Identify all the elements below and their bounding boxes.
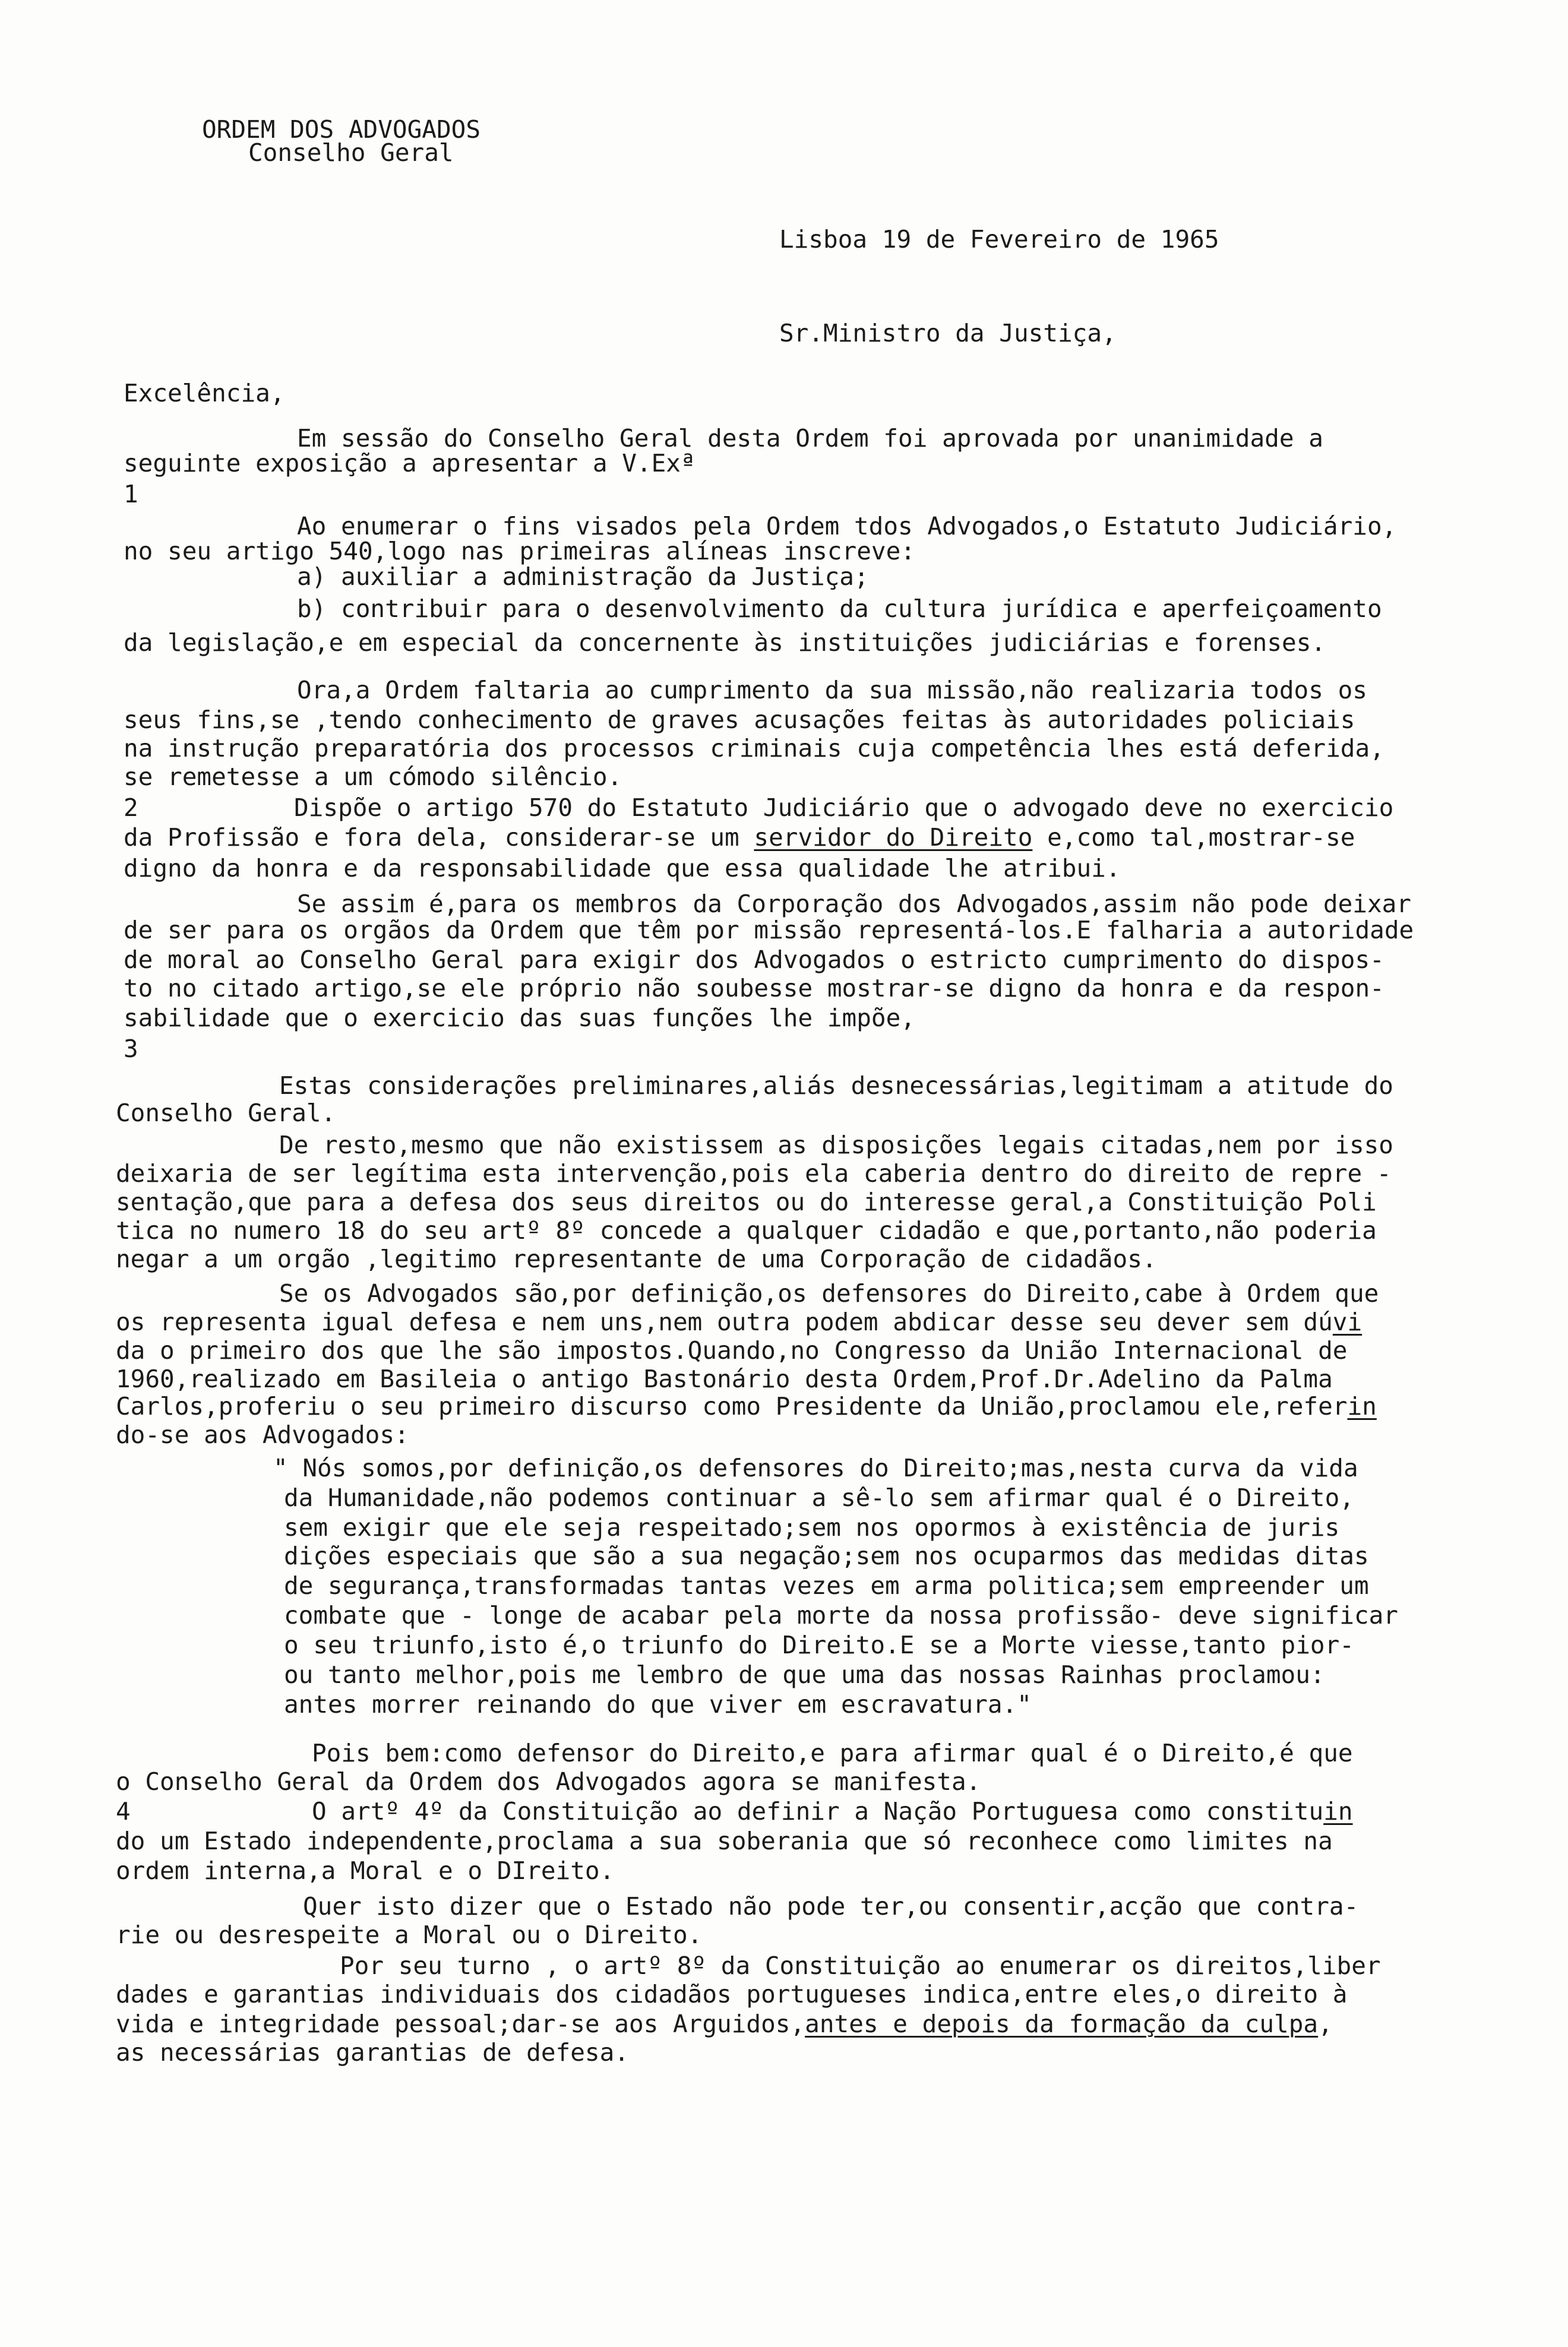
salutation: Excelência,: [124, 379, 285, 407]
intro-line-1: Em sessão do Conselho Geral desta Ordem foi aprovada por unanimidade a: [297, 424, 1323, 453]
para10-line-1: Quer isto dizer que o Estado não pode ter,ou consentir,acção que contra-: [303, 1892, 1359, 1921]
quote-line-5: de segurança,transformadas tantas vezes em arma politica;sem empreender um: [284, 1571, 1369, 1600]
quote-line-2: da Humanidade,não podemos continuar a sê-lo sem afirmar qual é o Direito,: [284, 1484, 1354, 1512]
para1-line-2: no seu artigo 540,logo nas primeiras alíneas inscreve:: [124, 537, 915, 565]
quote-line-4: dições especiais que são a sua negação;sem nos ocuparmos das medidas ditas: [284, 1542, 1369, 1570]
para7-line-6: do-se aos Advogados:: [116, 1421, 409, 1449]
para11-line-3: vida e integridade pessoal;dar-se aos Arguidos,antes e depois da formação da culpa,: [116, 2010, 1333, 2038]
para5-line-2: Conselho Geral.: [116, 1099, 336, 1127]
para8-line-1: Pois bem:como defensor do Direito,e para afirmar qual é o Direito,é que: [312, 1739, 1353, 1767]
quote-line-7: o seu triunfo,isto é,o triunfo do Direito.E se a Morte viesse,tanto pior-: [284, 1631, 1354, 1659]
para1-line-3: a) auxiliar a administração da Justiça;: [297, 562, 869, 591]
para7-line-1: Se os Advogados são,por definição,os defensores do Direito,cabe à Ordem que: [279, 1279, 1379, 1308]
para7-line-5: Carlos,proferiu o seu primeiro discurso como Presidente da União,proclamou ele,referin: [116, 1392, 1377, 1421]
quote-line-1: " Nós somos,por definição,os defensores do Direito;mas,nesta curva da vida: [273, 1454, 1358, 1482]
marker-4: 4: [116, 1797, 131, 1826]
intro-line-2: seguinte exposição a apresentar a V.Exª: [124, 449, 696, 477]
marker-2: 2: [124, 793, 138, 822]
para6-line-2: deixaria de ser legítima esta intervenção,pois ela caberia dentro do direito de repre -: [116, 1159, 1392, 1188]
quote-line-8: ou tanto melhor,pois me lembro de que uma das nossas Rainhas proclamou:: [284, 1660, 1325, 1689]
para3-line-3: digno da honra e da responsabilidade que essa qualidade lhe atribui.: [124, 854, 1121, 883]
recipient: Sr.Ministro da Justiça,: [779, 319, 1117, 347]
para9-line-1: O artº 4º da Constituição ao definir a Nação Portuguesa como constituin: [312, 1797, 1353, 1826]
quote-line-3: sem exigir que ele seja respeitado;sem nos opormos à existência de juris: [284, 1513, 1340, 1542]
para4-line-2: de ser para os orgãos da Ordem que têm por missão representá-los.E falharia a autoridade: [124, 916, 1414, 944]
para4-line-5: sabilidade que o exercicio das suas funções lhe impõe,: [124, 1004, 915, 1032]
para2-line-3: na instrução preparatória dos processos criminais cuja competência lhes está deferida,: [124, 734, 1384, 763]
date-line: Lisboa 19 de Fevereiro de 1965: [779, 225, 1219, 254]
para6-line-3: sentação,que para a defesa dos seus direitos ou do interesse geral,a Constituição Poli: [116, 1188, 1377, 1216]
para4-line-3: de moral ao Conselho Geral para exigir dos Advogados o estricto cumprimento do dispos-: [124, 945, 1384, 974]
marker-3: 3: [124, 1035, 138, 1063]
para3-line-2: da Profissão e fora dela, considerar-se um servidor do Direito e,como tal,mostrar-se: [124, 823, 1355, 852]
para3-line-1: Dispõe o artigo 570 do Estatuto Judiciário que o advogado deve no exercicio: [294, 793, 1394, 822]
para9-line-3: ordem interna,a Moral e o DIreito.: [116, 1856, 615, 1885]
underlined-phrase: servidor do Direito: [754, 823, 1033, 852]
quote-line-9: antes morrer reinando do que viver em escravatura.": [284, 1690, 1032, 1719]
para1-line-4: b) contribuir para o desenvolvimento da cultura jurídica e aperfeiçoamento: [297, 594, 1382, 623]
para7-line-3: da o primeiro dos que lhe são impostos.Quando,no Congresso da União Internacional de: [116, 1336, 1348, 1365]
para2-line-1: Ora,a Ordem faltaria ao cumprimento da sua missão,não realizaria todos os: [297, 676, 1367, 704]
para7-line-2: os representa igual defesa e nem uns,nem outra podem abdicar desse seu dever sem dúvi: [116, 1308, 1362, 1336]
para4-line-4: to no citado artigo,se ele próprio não soubesse mostrar-se digno da honra e da respon-: [124, 974, 1384, 1002]
para6-line-4: tica no numero 18 do seu artº 8º concede a qualquer cidadão e que,portanto,não poderia: [116, 1216, 1377, 1245]
para2-line-4: se remetesse a um cómodo silêncio.: [124, 763, 622, 791]
underlined-phrase-culpa: antes e depois da formação da culpa: [805, 2010, 1319, 2038]
para9-line-2: do um Estado independente,proclama a sua soberania que só reconhece como limites na: [116, 1827, 1333, 1855]
quote-line-6: combate que - longe de acabar pela morte da nossa profissão- deve significar: [284, 1601, 1398, 1630]
para6-line-5: negar a um orgão ,legitimo representante de uma Corporação de cidadãos.: [116, 1245, 1157, 1273]
para11-line-4: as necessárias garantias de defesa.: [116, 2038, 629, 2067]
marker-1: 1: [124, 480, 138, 508]
para10-line-2: rie ou desrespeite a Moral ou o Direito.: [116, 1921, 703, 1949]
para1-line-5: da legislação,e em especial da concernente às instituições judiciárias e forenses.: [124, 628, 1326, 657]
para6-line-1: De resto,mesmo que não existissem as disposições legais citadas,nem por isso: [279, 1131, 1393, 1159]
para11-line-2: dades e garantias individuais dos cidadãos portugueses indica,entre eles,o direito à: [116, 1980, 1348, 2008]
para11-line-1: Por seu turno , o artº 8º da Constituição ao enumerar os direitos,liber: [340, 1951, 1381, 1980]
council-name: Conselho Geral: [248, 138, 454, 167]
para4-line-1: Se assim é,para os membros da Corporação dos Advogados,assim não pode deixar: [297, 890, 1411, 918]
para8-line-2: o Conselho Geral da Ordem dos Advogados agora se manifesta.: [116, 1767, 981, 1796]
para1-line-1: Ao enumerar o fins visados pela Ordem tdos Advogados,o Estatuto Judiciário,: [297, 512, 1397, 540]
para5-line-1: Estas considerações preliminares,aliás desnecessárias,legitimam a atitude do: [279, 1071, 1393, 1100]
para7-line-4: 1960,realizado em Basileia o antigo Bastonário desta Ordem,Prof.Dr.Adelino da Palma: [116, 1365, 1333, 1393]
org-name: ORDEM DOS ADVOGADOS: [202, 115, 480, 144]
para2-line-2: seus fins,se ,tendo conhecimento de graves acusações feitas às autoridades policiais: [124, 706, 1355, 734]
